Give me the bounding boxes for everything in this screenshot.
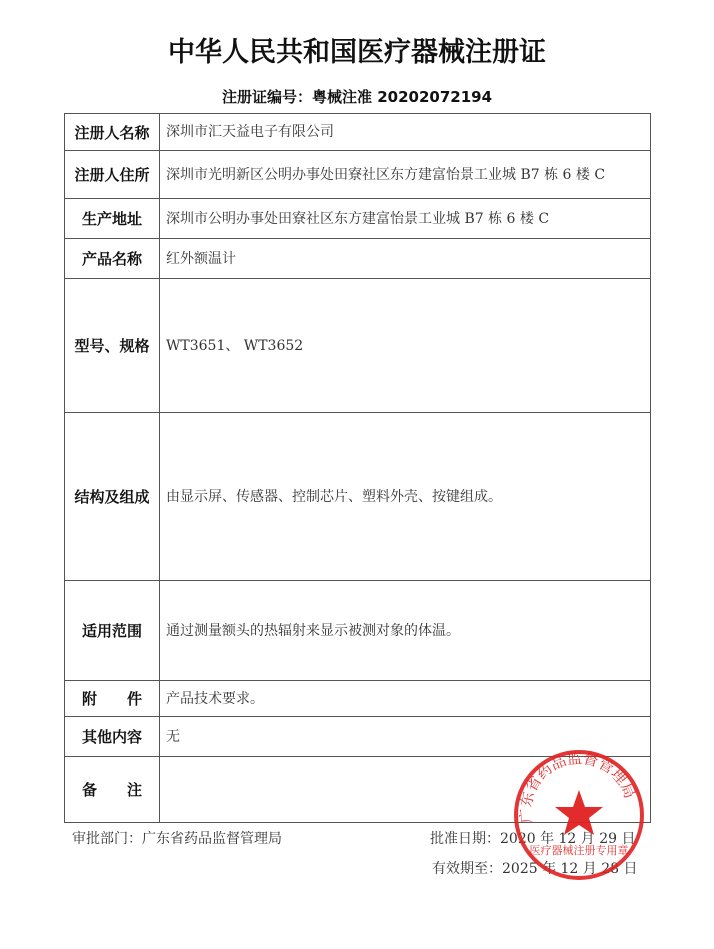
svg-text:医疗器械注册专用章: 医疗器械注册专用章: [529, 844, 629, 857]
valid-until: 有效期至：2025 年 12 月 28 日: [432, 861, 638, 877]
document-title: 中华人民共和国医疗器械注册证: [168, 37, 546, 68]
row-value: 深圳市汇天益电子有限公司: [160, 114, 651, 151]
row-value: 深圳市公明办事处田寮社区东方建富怡景工业城 B7 栋 6 楼 C: [160, 199, 651, 239]
row-label: 备 注: [65, 757, 160, 823]
table-row: [65, 239, 651, 279]
row-label: 其他内容: [65, 717, 160, 757]
certificate-table: [64, 113, 651, 823]
row-label: 型号、规格: [65, 279, 160, 413]
registration-number: 注册证编号：粤械注准 20202072194: [221, 88, 493, 106]
row-label: 适用范围: [65, 581, 160, 681]
approval-date: 批准日期：2020 年 12 月 29 日: [430, 831, 636, 847]
row-label: 产品名称: [65, 239, 160, 279]
row-value: 通过测量额头的热辐射来显示被测对象的体温。: [160, 581, 651, 681]
row-value: 产品技术要求。: [160, 681, 651, 717]
row-value: 由显示屏、传感器、控制芯片、塑料外壳、按键组成。: [160, 413, 651, 581]
star-icon: [555, 790, 603, 835]
table-row: [65, 581, 651, 681]
table-row: [65, 199, 651, 239]
row-value: WT3651、 WT3652: [160, 279, 651, 413]
row-value: 深圳市光明新区公明办事处田寮社区东方建富怡景工业城 B7 栋 6 楼 C: [160, 151, 651, 199]
row-label: 注册人住所: [65, 151, 160, 199]
row-label: 生产地址: [65, 199, 160, 239]
row-value: 无: [160, 717, 651, 757]
table-row: [65, 279, 651, 413]
row-value: 红外额温计: [160, 239, 651, 279]
official-seal-stamp: [512, 748, 646, 882]
row-label: 注册人名称: [65, 114, 160, 151]
table-row: [65, 681, 651, 717]
approval-department: 审批部门：广东省药品监督管理局: [72, 831, 282, 847]
row-label: 结构及组成: [65, 413, 160, 581]
svg-text:广东省药品监督管理局: 广东省药品监督管理局: [516, 748, 639, 825]
table-row: [65, 114, 651, 151]
table-row: [65, 413, 651, 581]
row-label: 附 件: [65, 681, 160, 717]
table-row: [65, 151, 651, 199]
